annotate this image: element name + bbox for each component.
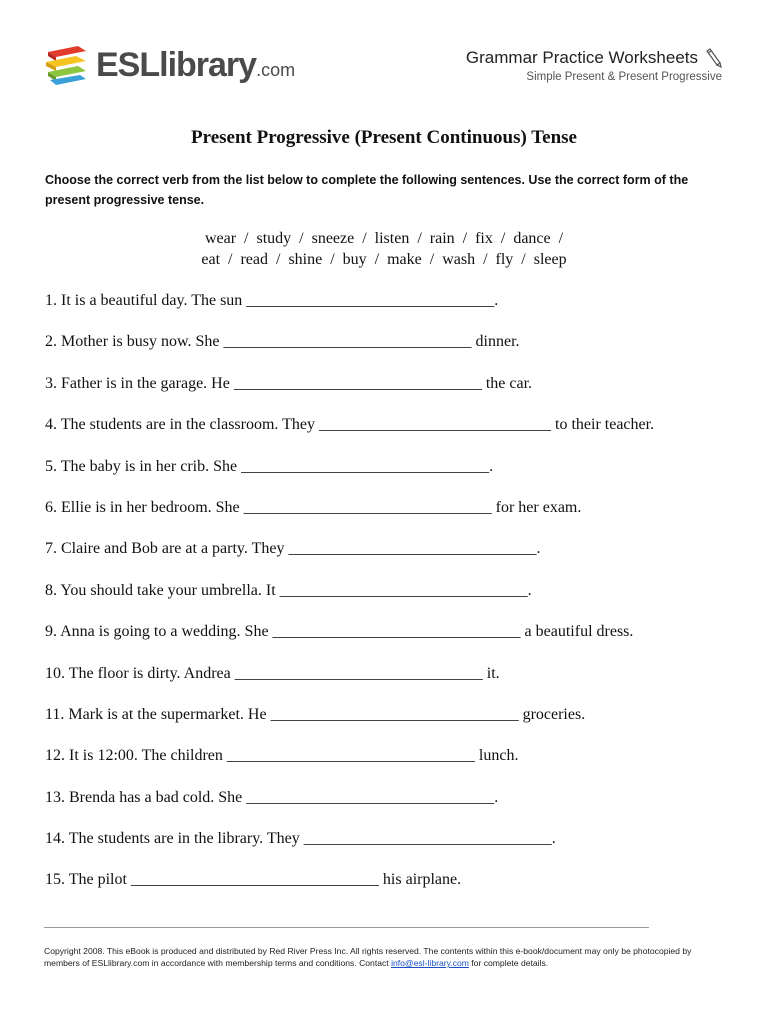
exercise-sentence: 7. Claire and Bob are at a party. They _______________________________. [45,540,541,558]
page-header [0,0,768,110]
series-subtitle: Simple Present & Present Progressive [526,71,722,83]
series-heading [466,48,722,83]
exercise-sentence: 3. Father is in the garage. He _______________________________ the car. [45,374,533,392]
footer-divider [44,927,649,928]
exercise-sentence: 6. Ellie is in her bedroom. She _______________________________ for her exam. [45,498,582,516]
exercise-sentence: 4. The students are in the classroom. They _____________________________ to their teacher. [45,416,655,434]
stacked-books-icon [44,42,90,88]
logo-wordmark [96,46,295,85]
word-bank [0,228,768,270]
exercise-sentence: 13. Brenda has a bad cold. She _______________________________. [45,788,499,806]
series-title-row [466,48,722,68]
contact-email-link[interactable]: info@esl-library.com [391,958,469,968]
series-title: Grammar Practice Worksheets [465,48,698,67]
exercise-sentence: 9. Anna is going to a wedding. She _______________________________ a beautiful dress. [45,623,634,641]
exercise-sentence: 2. Mother is busy now. She _______________________________ dinner. [45,333,520,351]
exercise-sentence: 12. It is 12:00. The children _______________________________ lunch. [45,747,519,765]
exercise-sentence: 10. The floor is dirty. Andrea _______________________________ it. [45,664,500,682]
logo-suffix: .com [256,59,296,80]
exercise-sentence: 8. You should take your umbrella. It _______________________________. [45,581,532,599]
exercise-sentence: 11. Mark is at the supermarket. He _______________________________ groceries. [45,705,586,723]
exercise-list [45,289,735,910]
footer-text: Copyright 2008. This eBook is produced and distributed by Red River Press Inc. All rights reserved. The contents within this e-book/document may only be photocopied by members of ESLlibrary.com in accordance with membership terms and conditions. Contact [44,946,692,968]
esl-library-logo [44,40,295,90]
exercise-sentence: 5. The baby is in her crib. She _______________________________. [45,457,494,475]
pencil-icon [702,48,722,68]
instructions: Choose the correct verb from the list below to complete the following sentences. Use the correct form of the present progressive tense. [45,173,689,207]
exercise-sentence: 14. The students are in the library. They _______________________________. [45,830,556,848]
copyright-footer [44,945,694,969]
worksheet-title: Present Progressive (Present Continuous) Tense [191,127,577,148]
word-bank-line: eat / read / shine / buy / make / wash / fly / sleep [201,251,567,268]
exercise-sentence: 1. It is a beautiful day. The sun _______________________________. [45,292,499,309]
footer-text-end: for complete details. [468,958,549,968]
logo-brand: ESLlibrary [96,45,257,84]
word-bank-line: wear / study / sneeze / listen / rain / fix / dance / [204,230,564,247]
exercise-sentence: 15. The pilot _______________________________ his airplane. [45,871,462,889]
